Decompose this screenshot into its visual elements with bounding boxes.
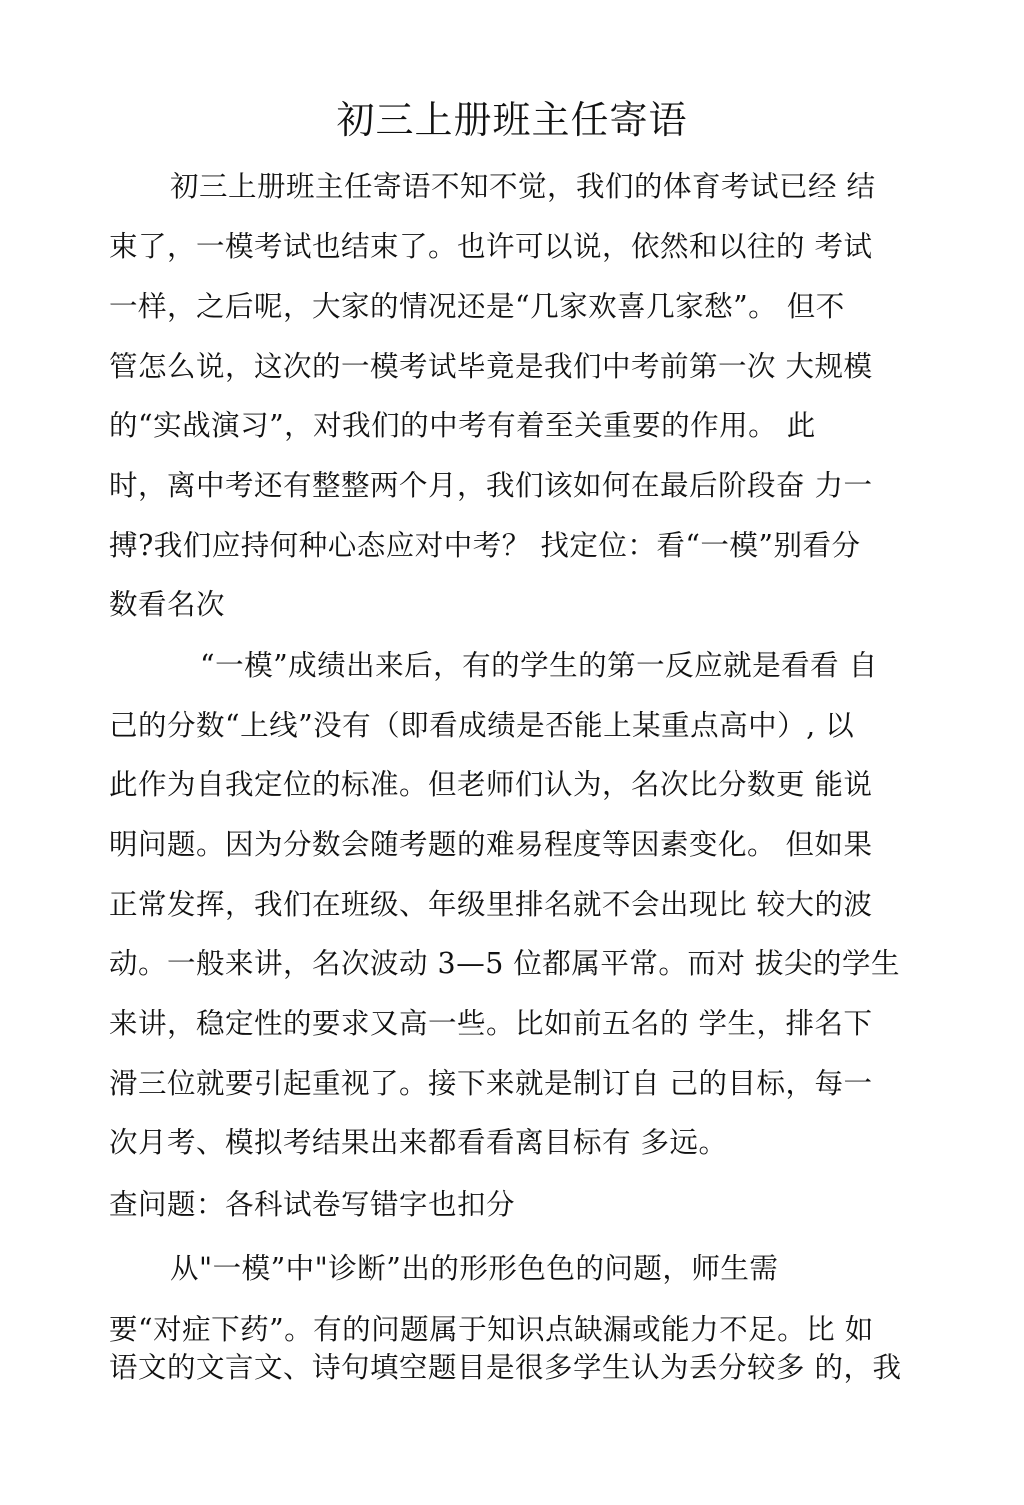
text-line-19: 从"一模”中"诊断”出的形形色色的问题，师生需 — [170, 1252, 779, 1285]
section-heading: 查问题：各科试卷写错字也扣分 — [109, 1188, 516, 1221]
text-line-16: 滑三位就要引起重视了。接下来就是制订自 己的目标，每一 — [109, 1067, 873, 1100]
text-line-20: 要“对症下药”。有的问题属于知识点缺漏或能力不足。比 如 — [109, 1313, 874, 1346]
text-line-21: 语文的文言文、诗句填空题目是很多学生认为丢分较多 的，我 — [109, 1351, 902, 1384]
text-line-6: 时，离中考还有整整两个月，我们该如何在最后阶段奋 力一 — [109, 469, 873, 502]
text-line-17: 次月考、模拟考结果出来都看看离目标有 多远。 — [109, 1126, 728, 1159]
document-title: 初三上册班主任寄语 — [336, 98, 688, 142]
text-line-2: 束了，一模考试也结束了。也许可以说，依然和以往的 考试 — [109, 230, 873, 263]
text-line-7: 搏?我们应持何种心态应对中考？ 找定位：看“一模”别看分 — [109, 529, 861, 562]
text-line-4: 管怎么说，这次的一模考试毕竟是我们中考前第一次 大规模 — [109, 350, 873, 383]
text-line-10: 己的分数“上线”没有（即看成绩是否能上某重点高中）, 以 — [109, 709, 855, 742]
text-line-12: 明问题。因为分数会随考题的难易程度等因素变化。 但如果 — [109, 828, 873, 861]
text-line-9: “一模”成绩出来后，有的学生的第一反应就是看看 自 — [200, 649, 878, 682]
text-line-5: 的“实战演习”，对我们的中考有着至关重要的作用。 此 — [109, 409, 816, 442]
text-line-15: 来讲，稳定性的要求又高一些。比如前五名的 学生，排名下 — [109, 1007, 873, 1040]
text-line-13: 正常发挥，我们在班级、年级里排名就不会出现比 较大的波 — [109, 888, 873, 921]
text-line-14: 动。一般来讲，名次波动 3—5 位都属平常。而对 拔尖的学生 — [109, 947, 900, 980]
text-line-3: 一样，之后呢，大家的情况还是“几家欢喜几家愁”。 但不 — [109, 290, 845, 323]
text-line-1: 初三上册班主任寄语不知不觉，我们的体育考试已经 结 — [170, 170, 876, 203]
text-line-11: 此作为自我定位的标准。但老师们认为，名次比分数更 能说 — [109, 768, 873, 801]
text-line-8: 数看名次 — [109, 588, 226, 621]
